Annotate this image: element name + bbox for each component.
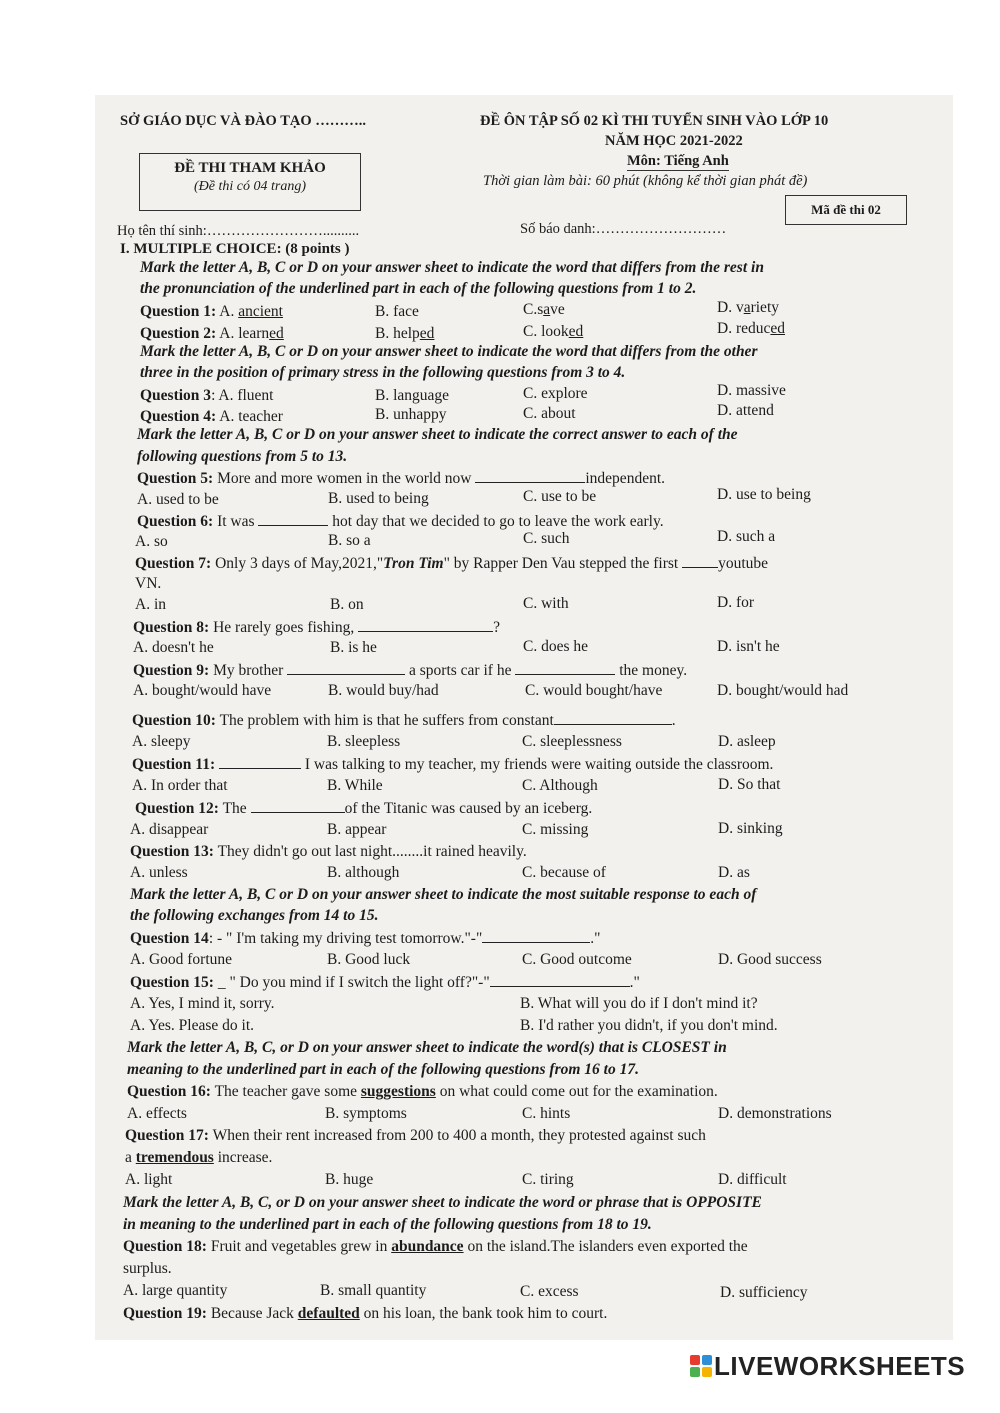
exam-title: ĐỀ ÔN TẬP SỐ 02 KÌ THI TUYỂN SINH VÀO LỚP 10 xyxy=(480,113,829,129)
question-6: Question 6: It was hot day that we decided to go to leave the work early. xyxy=(137,513,664,530)
liveworksheets-logo-icon xyxy=(690,1355,712,1377)
q17-option-a: A. light xyxy=(125,1171,173,1188)
reference-exam-title: ĐỀ THI THAM KHẢO xyxy=(174,160,326,176)
q15-option-a: A. Yes, I mind it, sorry. xyxy=(130,995,275,1012)
question-12: Question 12: The of the Titanic was caused by an iceberg. xyxy=(135,800,593,817)
q15-option-d: B. I'd rather you didn't, if you don't mind. xyxy=(520,1017,778,1034)
q6-option-d: D. such a xyxy=(717,528,776,545)
q7-option-d: D. for xyxy=(717,594,755,611)
q13-option-d: D. as xyxy=(718,864,750,881)
q12-option-c: C. missing xyxy=(522,821,589,838)
question-7: Question 7: Only 3 days of May,2021,"Tron Tim" by Rapper Den Vau stepped the first youtube xyxy=(135,555,769,572)
q13-option-c: C. because of xyxy=(522,864,606,881)
question-19: Question 19: Because Jack defaulted on his loan, the bank took him to court. xyxy=(123,1305,608,1322)
q4-option-b: B. unhappy xyxy=(375,406,447,423)
q10-option-d: D. asleep xyxy=(718,733,776,750)
q5-option-d: D. use to being xyxy=(717,486,811,503)
q7-option-c: C. with xyxy=(523,595,569,612)
candidate-id-field: Số báo danh:……………………… xyxy=(520,221,727,237)
q3-option-c: C. explore xyxy=(523,385,588,402)
q12-option-d: D. sinking xyxy=(718,820,783,837)
q8-option-a: A. doesn't he xyxy=(133,639,214,656)
q11-option-b: B. While xyxy=(327,777,383,794)
liveworksheets-watermark xyxy=(690,1345,990,1385)
question-5: Question 5: More and more women in the world now independent. xyxy=(137,470,666,487)
q10-option-b: B. sleepless xyxy=(327,733,401,750)
q4-option-d: D. attend xyxy=(717,402,774,419)
subject: Môn: Tiếng Anh xyxy=(627,153,729,169)
q5-option-b: B. used to being xyxy=(328,490,429,507)
question-14: Question 14: - " I'm taking my driving test tomorrow."-" ." xyxy=(130,930,601,947)
exam-code-box: Mã đề thi 02 xyxy=(785,195,907,225)
q17-option-c: C. tiring xyxy=(522,1171,574,1188)
question-17-continued: a tremendous increase. xyxy=(125,1149,273,1166)
instruction-3-line-2: following questions from 5 to 13. xyxy=(137,448,348,465)
q9-option-d: D. bought/would had xyxy=(717,682,849,699)
instruction-4-line-2: the following exchanges from 14 to 15. xyxy=(130,907,379,924)
q7-option-a: A. in xyxy=(135,596,166,613)
watermark-text: LIVEWORKSHEETS xyxy=(714,1351,966,1381)
q17-option-b: B. huge xyxy=(325,1171,374,1188)
q11-option-c: C. Although xyxy=(522,777,598,794)
q8-option-b: B. is he xyxy=(330,639,377,656)
q3-option-b: B. language xyxy=(375,387,450,404)
question-18-continued: surplus. xyxy=(123,1260,172,1277)
q6-option-b: B. so a xyxy=(328,532,371,549)
question-17: Question 17: When their rent increased from 200 to 400 a month, they protested against such xyxy=(125,1127,706,1144)
q9-option-a: A. bought/would have xyxy=(133,682,272,699)
instruction-3-line-1: Mark the letter A, B, C or D on your answer sheet to indicate the correct answer to each of the xyxy=(137,426,738,443)
q7-option-b: B. on xyxy=(330,596,364,613)
q1-option-c: C.save xyxy=(523,301,565,318)
q15-option-c: A. Yes. Please do it. xyxy=(130,1017,255,1034)
instruction-4-line-1: Mark the letter A, B, C or D on your answer sheet to indicate the most suitable response to each of xyxy=(130,886,757,903)
q2-option-b: B. helped xyxy=(375,325,435,342)
question-label: Question 1: xyxy=(140,303,217,320)
q13-option-b: B. although xyxy=(327,864,400,881)
reference-exam-box xyxy=(139,153,361,211)
question-9: Question 9: My brother a sports car if he the money. xyxy=(133,662,688,679)
instruction-2-line-1: Mark the letter A, B, C or D on your answer sheet to indicate the word that differs from the other xyxy=(140,343,758,360)
q16-option-c: C. hints xyxy=(522,1105,571,1122)
q18-option-b: B. small quantity xyxy=(320,1282,427,1299)
instruction-2-line-2: three in the position of primary stress in the following questions from 3 to 4. xyxy=(140,364,626,381)
question-15: Question 15: _ " Do you mind if I switch the light off?"-" ." xyxy=(130,974,640,991)
q3-option-d: D. massive xyxy=(717,382,786,399)
q5-option-a: A. used to be xyxy=(137,491,219,508)
page-count-note: (Đề thi có 04 trang) xyxy=(194,179,306,194)
question-11: Question 11: I was talking to my teacher, my friends were waiting outside the classroom. xyxy=(132,756,774,773)
question-2: Question 2: A. learned xyxy=(140,325,284,342)
q6-option-c: C. such xyxy=(523,530,570,547)
question-1: Question 1: A. ancient xyxy=(140,303,283,320)
candidate-name-field: Họ tên thí sinh:…………………….......... xyxy=(117,223,360,239)
q11-option-d: D. So that xyxy=(718,776,781,793)
q4-option-c: C. about xyxy=(523,405,576,422)
q18-option-d: D. sufficiency xyxy=(720,1284,808,1301)
question-16: Question 16: The teacher gave some suggestions on what could come out for the examination. xyxy=(127,1083,718,1100)
q10-option-a: A. sleepy xyxy=(132,733,191,750)
question-7-continued: VN. xyxy=(135,575,162,592)
question-10: Question 10: The problem with him is that he suffers from constant . xyxy=(132,712,676,729)
instruction-5-line-2: meaning to the underlined part in each of the following questions from 16 to 17. xyxy=(127,1061,639,1078)
q15-option-b: B. What will you do if I don't mind it? xyxy=(520,995,758,1012)
question-13: Question 13: They didn't go out last night........it rained heavily. xyxy=(130,843,527,860)
question-3: Question 3: A. fluent xyxy=(140,387,274,404)
q17-option-d: D. difficult xyxy=(718,1171,787,1188)
instruction-6-line-2: in meaning to the underlined part in each of the following questions from 18 to 19. xyxy=(123,1216,652,1233)
q12-option-b: B. appear xyxy=(327,821,387,838)
q12-option-a: A. disappear xyxy=(130,821,209,838)
instruction-1-line-1: Mark the letter A, B, C or D on your answer sheet to indicate the word that differs from the rest in xyxy=(140,259,764,276)
q18-option-c: C. excess xyxy=(520,1283,579,1300)
q1-option-b: B. face xyxy=(375,303,419,320)
time-allowed: Thời gian làm bài: 60 phút (không kể thời gian phát đề) xyxy=(483,173,808,189)
q11-option-a: A. In order that xyxy=(132,777,228,794)
q14-option-b: B. Good luck xyxy=(327,951,411,968)
q1-option-d: D. variety xyxy=(717,299,779,316)
q14-option-d: D. Good success xyxy=(718,951,822,968)
q5-option-c: C. use to be xyxy=(523,488,597,505)
q14-option-c: C. Good outcome xyxy=(522,951,632,968)
instruction-5-line-1: Mark the letter A, B, C, or D on your answer sheet to indicate the word(s) that is CLOSEST in xyxy=(127,1039,727,1056)
department-name: SỞ GIÁO DỤC VÀ ĐÀO TẠO ……….. xyxy=(120,113,366,129)
section-title: I. MULTIPLE CHOICE: (8 points ) xyxy=(120,241,350,257)
q9-option-c: C. would bought/have xyxy=(525,682,663,699)
question-4: Question 4: A. teacher xyxy=(140,408,283,425)
question-18: Question 18: Fruit and vegetables grew in abundance on the island.The islanders even exported the xyxy=(123,1238,748,1255)
q6-option-a: A. so xyxy=(135,533,168,550)
q8-option-d: D. isn't he xyxy=(717,638,780,655)
q16-option-b: B. symptoms xyxy=(325,1105,407,1122)
school-year: NĂM HỌC 2021-2022 xyxy=(605,133,743,149)
q10-option-c: C. sleeplessness xyxy=(522,733,622,750)
q18-option-a: A. large quantity xyxy=(123,1282,228,1299)
exam-paper xyxy=(95,95,953,1340)
q14-option-a: A. Good fortune xyxy=(130,951,233,968)
question-8: Question 8: He rarely goes fishing, ? xyxy=(133,619,501,636)
q16-option-a: A. effects xyxy=(127,1105,187,1122)
instruction-1-line-2: the pronunciation of the underlined part in each of the following questions from 1 to 2. xyxy=(140,280,697,297)
q2-option-c: C. looked xyxy=(523,323,584,340)
q8-option-c: C. does he xyxy=(523,638,589,655)
q9-option-b: B. would buy/had xyxy=(328,682,439,699)
q13-option-a: A. unless xyxy=(130,864,188,881)
q2-option-d: D. reduced xyxy=(717,320,786,337)
instruction-6-line-1: Mark the letter A, B, C, or D on your answer sheet to indicate the word or phrase that is OPPOSITE xyxy=(123,1194,762,1211)
q16-option-d: D. demonstrations xyxy=(718,1105,832,1122)
